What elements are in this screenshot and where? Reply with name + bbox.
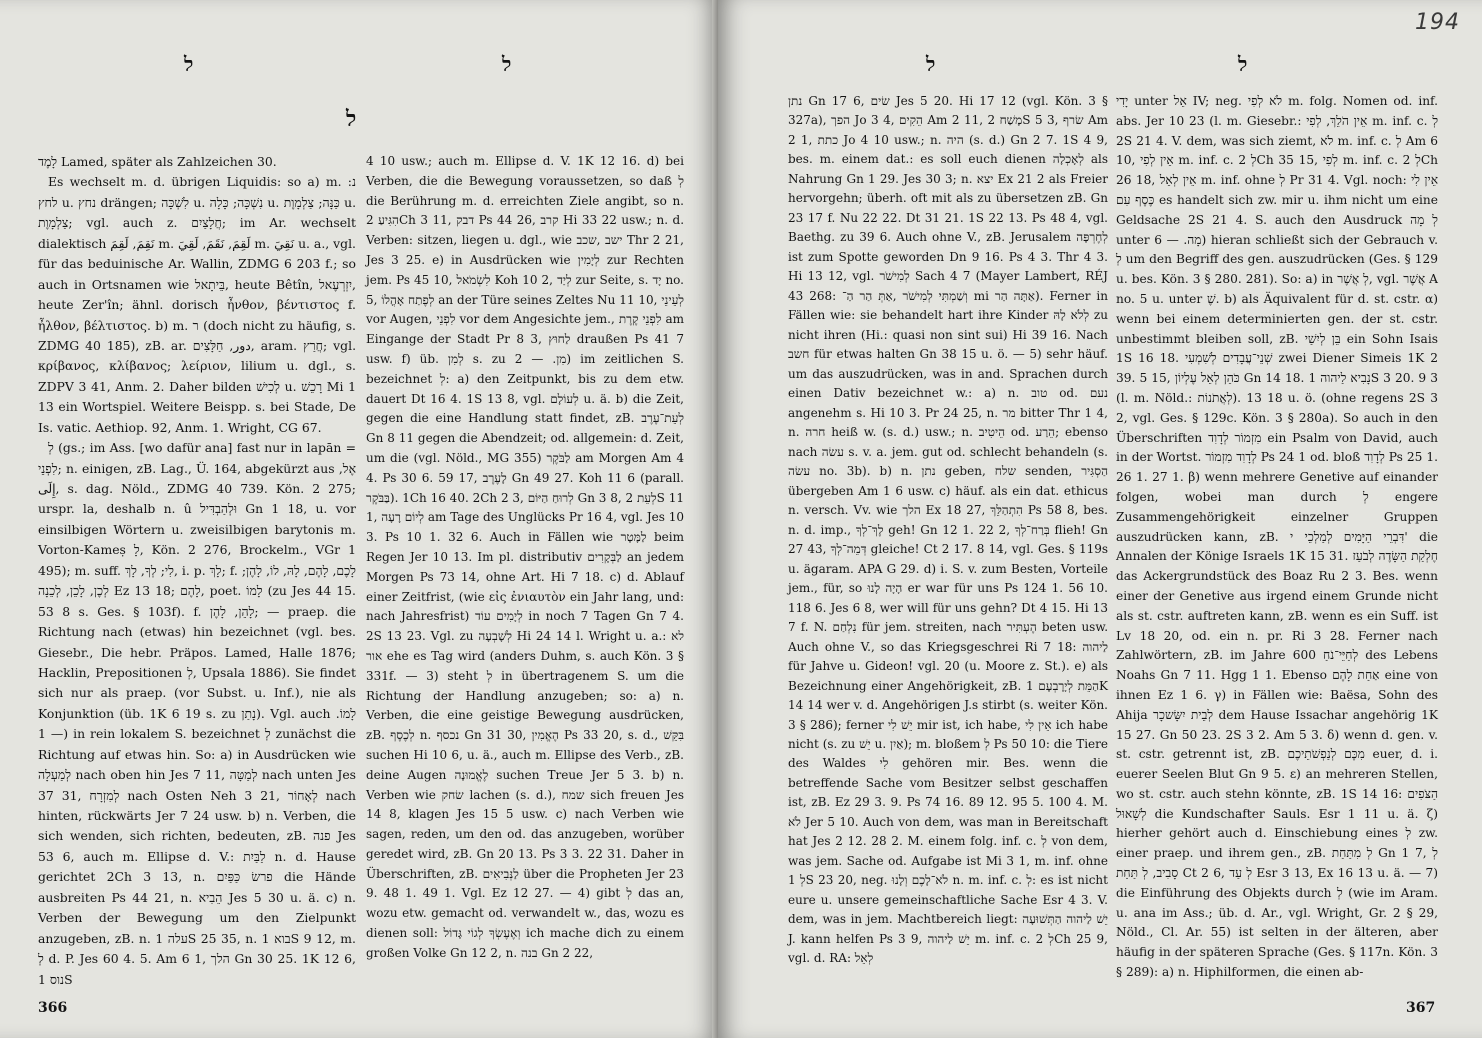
entry-lamed: לָמֶד Lamed, später als Zahlzeichen 30. <box>38 154 277 169</box>
page-number-left: 366 <box>38 1000 68 1016</box>
left-page-column-1 <box>38 152 356 990</box>
running-head-left-2: ל <box>502 52 512 76</box>
entry-paragraph: Es wechselt m. d. übrigen Liquidis: so a) m. נ: לחץ u. נחץ drängen; לִשְׁכָּה u. נִשְׁכָּה; כָּלָה u. כַּנָּה; צַלְמָוֶת u. צַלְמָוֶת; vgl. auch z. חֲלָצַיִם; im Ar. wechselt dialektisch نَقِمَ, لَقِمَ m. لَقِمَ, نَقَمَ, لَقِيَ m. نَقِيَ u. a., vgl. für das beduinische Ar. Wallin, ZDMG 6 203 f.; so auch in Ortsnamen wie בֵּיתָאל, heute Bêtîn, יִזְרְעֶאל, heute Zer'în; ähnl. dorisch ἦνθον, βέντιστος f. ἦλθον, βέλτιστος. b) m. ר (doch nicht zu häufig, s. ZDMG 40 185), zB. ar. دور, חַלָּצִים, aram. חֲרַץ; vgl. κρίβανος, κλίβανος; λείριον, lilium u. dgl., s. ZDPV 3 41, Anm. 2. Daher bilden לְכִישׁ u. רָכֵשׁ Mi 1 13 ein Wortspiel. Weitere Beispp. s. bei Stade, De Is. vatic. Aethiop. 92, Anm. 1. Wright, CG 67. <box>38 174 357 435</box>
section-letter: ל <box>346 106 357 132</box>
entry-paragraph: 4 10 usw.; auch m. Ellipse d. V. 1K 12 16. d) bei Verben, die die Bewegung voraussetzen, so daß לְ die Berührung m. d. erreichten Ziele angibt, so n. הִגִּיעַ 2Ch 3 11, דבק Ps 44 26, קרב Hi 33 22 usw.; n. d. Verben: sitzen, liegen u. dgl., wie ישב ,שכב Thr 2 21, Jes 3 25. e) in Ausdrücken wie לְיָמִין zur Rechten jem. Ps 45 10, לִשְׂמֹאל Koh 10 2, לְיַד zur Seite, s. יָד no. 5, לְפֶתַח אָהֳלוֹ an der Türe seines Zeltes Nu 11 10, לְעֵינֵי vor Augen, לִפְנֵי vor dem Angesichte jem., לִפְנֵי קֶרֶת am Eingange der Stadt Pr 8 3, לַחוּץ draußen Ps 41 7 usw. f) üb. לְמִן s. zu מִן. — 2) im zeitlichen S. bezeichnet לְ: a) den Zeitpunkt, bis zu dem etw. dauert Dt 16 4. 1S 13 8, vgl. לְעוֹלָם u. ä. b) die Zeit, gegen die eine Handlung statt findet, zB. לְעֵת־עֶרֶב Gn 8 11 gegen die Abendzeit; od. allgemein: d. Zeit, um die (vgl. Nöld., MG 355) לַבֹּקֶר am Morgen Am 4 4. Ps 30 6. 59 17, לָעֶרֶב Gn 49 27. Koh 11 6 (parall. בַּבֹּקֶר). 1Ch 16 40. 2Ch 2 3, לְרוּחַ הַיּוֹם Gn 3 8, לְעֵת 2S 11 1, לְיוֹם רָעָה am Tage des Unglücks Pr 16 4, vgl. Jes 10 3. Ps 10 1. 32 6. Auch in Fällen wie לַמָּטָר beim Regen Jer 10 13. Im pl. distributiv לַבְּקָרִים an jedem Morgen Ps 73 14, ohne Art. Hi 7 18. c) d. Ablauf einer Zeitfrist, (wie εἰς ἐνιαυτὸν ein Jahr lang, und: nach Jahresfrist) לְיָמִים עוֹד in noch 7 Tagen Gn 7 4. 2S 13 23. Vgl. zu לְשָׁבְעָה Hi 24 14 l. Wright u. a.: לא אור ehe es Tag wird (anders Duhm, s. auch Kön. 3 § 331f. — 3) steht לְ in übertragenem S. um die Richtung der Handlung anzugeben; so: a) n. Verben, die eine geistige Bewegung ausdrücken, zB. לְכֶסֶף n. נכסף Gn 31 30, הֶאֱמִין Ps 33 20, s. d., בִּקֵּשׁ suchen Hi 10 6, u. ä., auch m. Ellipse des Verb., zB. deine Augen לֶאֱמוּנָה suchen Treue Jer 5 3. b) n. Verben wie שׂחק lachen (s. d.), שמח sich freuen Jes 14 8, klagen Jes 15 5 usw. c) nach Verben wie sagen, reden, um den od. das anzugeben, worüber geredet wird, zB. Gn 20 13. Ps 3 3. 22 31. Daher in Überschriften, zB. לַנְּבִיאִים über die Propheten Jer 23 9. 48 1. 49 1. Vgl. Ez 12 27. — 4) gibt לְ das an, wozu etw. gemacht od. verwandelt w., das, wozu es dienen soll: וְאֶעֶשְׂךָ לְגוֹי גָּדוֹל ich mache dich zu einem großen Volke Gn 12 2, n. בנה Gn 2 22, <box>366 154 685 960</box>
running-head-left-1: ל <box>184 52 194 76</box>
left-page <box>0 0 718 1038</box>
right-page-column-1 <box>788 92 1108 969</box>
entry-le: לְ (gs.; im Ass. [wo dafür ana] fast nur in lapān = לִפְנֵי; n. einigen, zB. Lag., Ü. 164, abgekürzt aus אֶל, إِلَى, s. dag. Nöld., ZDMG 40 739. Kön. 2 275; urspr. la, deshalb n. û וּלְהַבְדִּיל Gn 1 18, u. vor einsilbigen Wörtern u. zweisilbigen barytonis m. Vorton-Kameṣ לָ, Kön. 2 276, Brockelm., VGr 1 495); m. suff. לִי; לְךָ, לָךְ, i. p. לָךְ; f. לָכֶם, לָהֶם, לָהּ, לוֹ, לָהֶן; לְכֶן, לָכֵן, לְכֵנָה Ez 13 18; לָהֶם, poet. לָמוֹ (zu Jes 44 15. 53 8 s. Ges. § 103f). f. לָהֵן, לָהֶן; — praep. die Richtung nach (etwas) hin bezeichnet (vgl. bes. Giesebr., Die hebr. Präpos. Lamed, Halle 1876; Hacklin, Prepositionen לְ, Upsala 1886). Sie findet sich nur als praep. (vor Subst. u. Inf.), nie als Konjunktion (üb. 1K 6 19 s. zu נָתַן). Vgl. auch לָמוֹ. — 1) in rein lokalem S. bezeichnet לְ zunächst die Richtung auf etwas hin. So: a) in Ausdrücken wie לְמַעְלָה nach oben hin Jes 7 11, לְמַטָּה nach unten Jes 37 31, לְמִזְרָח nach Osten Neh 3 21, לְאָחוֹר nach hinten, rückwärts Jer 7 24 usw. b) n. Verben, die sich wenden, sich richten, bedeuten, zB. פנה Jes 53 6, auch m. Ellipse d. V.: לַבַּיִת n. d. Hause gerichtet 2Ch 3 13, n. פרשׂ כַּפַּיִם die Hände ausbreiten Ps 44 21, n. הֵבִיא Jes 5 30 u. ä. c) n. Verben der Bewegung um den Zielpunkt anzugeben, zB. n. עלה 1S 25 35, n. בוא 1S 9 12, m. לְ d. P. Jes 60 4. 5. Am 6 1, הלך Gn 30 25. 1K 12 6, נוס 1S <box>38 440 357 987</box>
right-page <box>718 0 1482 1038</box>
page-number-right: 367 <box>1406 1000 1436 1016</box>
entry-paragraph: נתן Gn 17 6, שׂים Jes 5 20. Hi 17 12 (vgl. Kön. 3 § 327a), הפך Jo 3 4, הֵקִים Am 2 11, מָשַׁח 2S 5 3, שׂרף Am 2 1, כתת Jo 4 10 usw.; n. היה (s. d.) Gn 2 7. 1S 4 9, bes. m. einem dat.: es soll euch dienen לְאָכְלָה als Nahrung Gn 1 29. Jes 30 3; n. יצא Ex 21 2 als Freier hervorgehn; überh. oft mit als zu übersetzen zB. Gn 23 17 f. Nu 22 22. Dt 31 21. 1S 22 13. Ps 48 4, vgl. Baethg. zu 39 6. Auch ohne V., zB. Jerusalem לְחֶרְפָּה ist zum Spotte geworden Dn 9 16. Ps 4 3. Thr 4 3. Hi 13 12, vgl. לְמִישֹׁר Sach 4 7 (Mayer Lambert, RÉJ 43 268: וְשַׁמְתִּי לְמִישֹׁר ,אַתְּ הַר הַ־ mi אַתָּה הַר). Ferner in Fällen wie: sie behandelt hart ihre Kinder לְלֹא לָהּ zu nicht ihren (Hi.: quasi non sint sui) Hi 39 16. Nach חשב für etwas halten Gn 38 15 u. ö. — 5) sehr häuf. um das auszudrücken, was in and. Sprachen durch einen Dativ bezeichnet w.: a) n. טוב od. נעם angenehm s. Hi 10 3. Pr 24 25, n. מר bitter Thr 1 4, n. חרה heiß w. (s. d.) usw.; n. הֵיטִיב od. הֵרַע; ebenso nach עשׂה s. v. a. jem. gut od. schlecht behandeln (s. עשׂה no. 3b). b) n. נתן geben, שלח senden, הַסְגִּיר übergeben Am 1 6 usw. c) häuf. als ein dat. ethicus n. versch. Vv. wie הלך Ex 18 27, הִתְהַלֵּךְ Ps 58 8, bes. n. d. imp., לֶךְ־לְךָ geh! Gn 12 1. 22 2, בְּרַח־לְךָ flieh! Gn 27 43, דְּמֵה־לְךָ gleiche! Ct 2 17. 8 14, vgl. Ges. § 119s u. ägaram. APA G 29. d) i. S. v. zum Besten, Vorteile jem., für, so הָיָה לָנוּ er war für uns Ps 124 1. 56 10. 118 6. Jes 6 8, wer will für uns gehn? Dt 4 15. Hi 13 7 f. N. נִלְחַם für jem. streiten, nach הֶעְתִּיר beten usw. Auch ohne V., so das Kriegsgeschrei Ri 7 18: לַיהוה für Jahve u. Gideon! vgl. 20 (u. Moore z. St.). e) als Bezeichnung einer Angehörigkeit, zB. הַמֵּת לְיָרָבְעָם 1K 14 14 wer v. d. Angehörigen J.s stirbt (s. weiter Kön. 3 § 286); ferner יֵשׁ לִי mir ist, ich habe, אֵין לִי ich habe nicht (s. zu יֵשׁ u. אַיִן); m. bloßem לְ Ps 50 10: die Tiere des Waldes לִי gehören mir. Bes. wenn die betreffende Sache vom Besitzer selbst geschaffen ist, zB. Ez 29 3. 9. Ps 74 16. 89 12. 95 5. 100 4. M. לֹא Jer 5 10. Auch von dem, was man in Bereitschaft hat Jes 2 12. 28 2. M. einem folg. inf. c. לְ von dem, was jem. Sache od. Aufgabe ist Mi 3 1, m. inf. ohne לְ 1S 23 20, neg. לֹא־לָכֶם וְלָנוּ n. m. inf. c. לְ: es ist nicht eure u. unsere gemeinschaftliche Sache Esr 4 3. V. dem, was in jem. Machtbereich liegt: יֵשׁ לַיהוה הַתְּשׁוּעָה J. kann helfen Ps 3 9, יֵשׁ לַיהוה m. inf. c. לְ 2Ch 25 9, vgl. d. RA: לְאֵל <box>788 94 1109 966</box>
right-page-column-2 <box>1116 92 1438 983</box>
left-page-column-2 <box>366 152 684 964</box>
entry-paragraph: יָדִי unter אֵל IV; neg. לֹא לְפִי m. folg. Nomen od. inf. abs. Jer 10 23 (l. m. Giesebr.: אֵין הֹלֵךְ, לְפִי m. inf. c. לְ 2S 21 4. V. dem, was sich ziemt, לֹא m. inf. c. לְ Am 6 10, אֵין לְפִי m. inf. c. לְ 2Ch 35 15, לְפִי m. inf. c. לְ 2Ch 26 18, אֵין לְאֵל m. inf. ohne לְ Pr 31 4. Vgl. noch: אֵין לִי כֶּסֶף עִם es handelt sich zw. mir u. ihm nicht um eine Geldsache 2S 21 4. S. auch den Ausdruck לְ מָה unter מָה. — 6) hieran schließt sich der Gebrauch v. לְ um den Begriff des gen. auszudrücken (Ges. § 129 u. bes. Kön. 3 § 280. 281). So: a) in לְ אֲשֶׁר, vgl. אֲשֶׁר A no. 5 u. unter שֶׁ. b) als Äquivalent für d. st. cstr. α) wenn bei einem determinierten gen. der st. cstr. unbestimmt bleiben soll, zB. בֵּן לְיִשַׁי ein Sohn Isais 1S 16 18. שְׁנֵי־עֲבָדִים לְשִׁמְעִי zwei Diener Simeis 1K 2 39. 5 15, כֹּהֵן לְאֵל עֶלְיוֹן Gn 14 18. נָבִיא לַיהוה 1S 3 20. 9 3 (l. m. Nöld.: לְאֲתֹנוֹת). 18 13 u. ö. (ohne regens 2S 3 2, vgl. Ges. § 129c. Kön. 3 § 280a). So auch in den Überschriften מִזְמוֹר לְדָוִד ein Psalm von David, auch in der Wortst. לְדָוִד מִזְמוֹר Ps 24 1 od. bloß לְדָוִד Ps 25 1. 26 1. 27 1. β) wenn mehrere Genetive auf einander folgen, wobei man durch לְ engere Zusammengehörigkeit einzelner Gruppen auszudrücken kann, zB. דִּבְרֵי הַיָּמִים לְמַלְכֵי י' die Annalen der Könige Israels 1K 15 31. חֶלְקַת הַשָּׂדֶה לְבֹעַז das Ackergrundstück des Boaz Ru 2 3. Bes. wenn einer der Genetive aus irgend einem Grunde nicht als st. cstr. auftreten kann, zB. wenn es ein Suff. ist Lv 18 20, od. ein n. pr. Ri 3 28. Ferner nach Zahlwörtern, zB. im Jahre 600 לְחַיֵּי־נֹחַ des Lebens Noahs Gn 7 11. Hgg 1 1. Ebenso אַחַת לָהֶם eine von ihnen Ez 1 6. γ) in Fällen wie: Baësa, Sohn des Ahija לְבֵית יִשָּׂשכָר dem Hause Issachar angehörig 1K 15 27. Gn 50 23. 2S 3 2. Am 5 3. δ) wenn d. gen. v. st. cstr. getrennt ist, zB. מִכֶּם לְנַפְשֹׁתֵיכֶם euer, d. i. euerer Seelen Blut Gn 9 5. ε) an mehreren Stellen, wo st. cstr. auch stehn könnte, zB. 1S 14 16: הַצֹּפִים לְשָׁאוּל die Kundschafter Sauls. Esr 1 11 u. ä. ζ) hierher gehört auch d. Einschiebung eines לְ zw. einer praep. und ihrem gen., zB. לְ מִתַּחַת Gn 1 7, לְ סָבִיב, לְ תַּחַת Ct 2 6, לְ עַד Esr 3 13, Ex 16 13 u. ä. — 7) die Einführung des Objekts durch לְ (wie im Aram. u. ana im Ass.; üb. d. Ar., vgl. Wright, Gr. 2 § 29, Nöld., Cl. Ar. 55) ist selten in der älteren, aber häufig in der späteren Sprache (Ges. § 117n. Kön. 3 § 289): a) n. Hiphilformen, die einen ab- <box>1116 94 1439 980</box>
running-head-right-2: ל <box>1238 52 1248 76</box>
handwritten-page-number: 194 <box>1415 10 1460 35</box>
running-head-right-1: ל <box>926 52 936 76</box>
